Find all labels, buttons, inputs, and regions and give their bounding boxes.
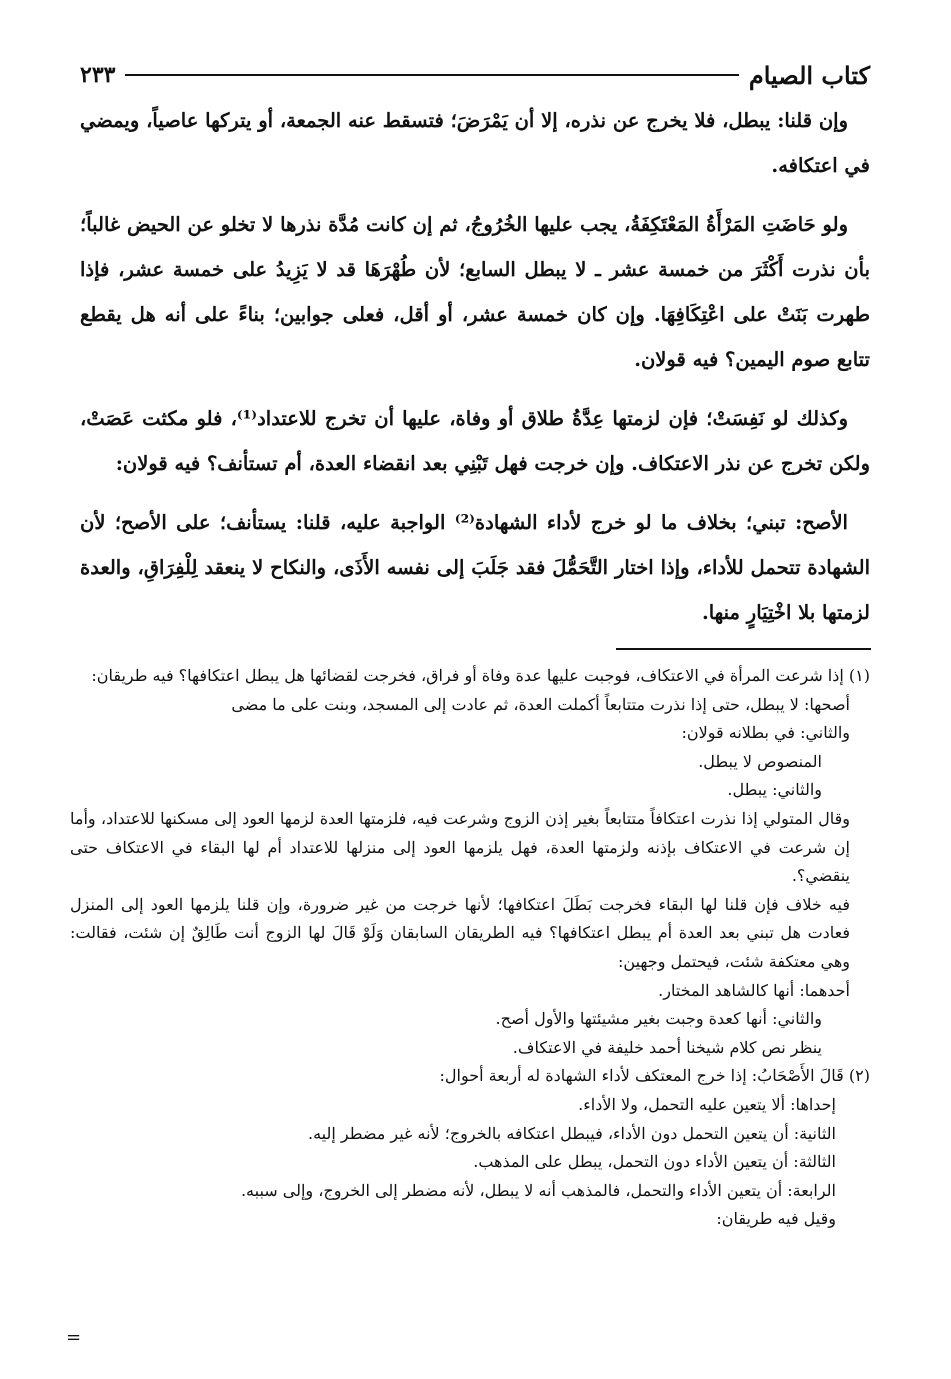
paragraph-2: ولو حَاضَتِ المَرْأَةُ المَعْتَكِفَةُ، يجب عليها الخُرُوجُ، ثم إن كانت مُدَّة نذرها لا تخلو عن الحيض غالباً؛ بأن نذرت أَكْثَرَ من خمسة عشر ـ لا يبطل السابع؛ لأن طُهْرَهَا قد لا يَزِيدُ على خمسة عشر، فإذا طهرت بَنَتْ على اعْتِكَافِهَا. وإن كان خمسة عشر، أو أقل، فعلى جوابين؛ بناءً على أنه هل يقطع تتابع صوم اليمين؟ فيه قولان.	[80, 213, 870, 371]
footnote-line: أصحها: لا يبطل، حتى إذا نذرت متتابعاً أكملت العدة، ثم عادت إلى المسجد، وبنت على ما مضى	[231, 694, 850, 714]
footnote-line: الثانية: أن يتعين التحمل دون الأداء، فيبطل اعتكافه بالخروج؛ لأنه غير مضطر إليه.	[308, 1123, 836, 1143]
footnote-line: الثالثة: أن يتعين الأداء دون التحمل، يبطل على المذهب.	[473, 1152, 836, 1172]
page-number: ٢٣٣	[80, 62, 116, 88]
paragraph-1: وإن قلنا: يبطل، فلا يخرج عن نذره، إلا أن يَمْرَضَ؛ فتسقط عنه الجمعة، أو يتركها عاصياً، ويمضي في اعتكافه.	[80, 109, 870, 177]
header-rule	[125, 74, 738, 76]
footnote-separator	[616, 648, 871, 650]
footnote-line: والثاني: يبطل.	[727, 780, 822, 800]
footnote-2: (٢) قَالَ الأَصْحَابُ: إذا خرج المعتكف لأداء الشهادة له أربعة أحوال:	[439, 1066, 870, 1086]
footnote-line: المنصوص لا يبطل.	[698, 751, 822, 771]
book-title: كتاب الصيام	[748, 60, 870, 90]
footnote-line: والثاني: أنها كعدة وجبت بغير مشيئتها والأول أصح.	[495, 1009, 822, 1029]
footnote-line: أحدهما: أنها كالشاهد المختار.	[658, 980, 850, 1000]
paragraph-4: الأصح: تبني؛ بخلاف ما لو خرج لأداء الشهادة⁽²⁾ الواجبة عليه، قلنا: يستأنف؛ على الأصح؛ لأن الشهادة تتحمل للأداء، وإذا اختار التَّحَمُّلَ فقد جَلَبَ إلى نفسه الأَذَى، والنكاح لا ينعقد لِلْفِرَاقِ، والعدة لزمتها بلا اخْتِيَارٍ منها.	[80, 511, 870, 624]
footnote-line: ينظر نص كلام شيخنا أحمد خليفة في الاعتكاف.	[512, 1037, 822, 1057]
footnote-line: الرابعة: أن يتعين الأداء والتحمل، فالمذهب أنه لا يبطل، لأنه مضطر إلى الخروج، وإلى سببه.	[240, 1180, 836, 1200]
footnote-line: والثاني: في بطلانه قولان:	[681, 723, 850, 743]
footnotes	[70, 662, 870, 1234]
margin-mark: =	[66, 1327, 82, 1348]
running-header	[80, 58, 870, 92]
footnote-line: وقيل فيه طريقان:	[716, 1209, 836, 1229]
footnote-line: إحداها: ألا يتعين عليه التحمل، ولا الأداء.	[578, 1094, 836, 1114]
footnote-1: (١) إذا شرعت المرأة في الاعتكاف، فوجبت عليها عدة وفاة أو فراق، فخرجت لقضائها هل يبطل اعتكافها؟ فيه طريقان:	[91, 666, 870, 685]
footnote-line: وقال المتولي إذا نذرت اعتكافاً متتابعاً بغير إذن الزوج وشرعت فيه، فلزمتها العدة لزمها العود إلى مسكنها للاعتداد، وأما إن شرعت في الاعتكاف بإذنه ولزمتها العدة، فهل يلزمها العود إلى منزلها للاعتداد أم لها البقاء في الاعتكاف حتى ينقضي؟.	[70, 808, 850, 886]
footnote-line: فيه خلاف فإن قلنا لها البقاء فخرجت بَطَلَ اعتكافها؛ لأنها خرجت من غير ضرورة، وإن قلنا يلزمها العود إلى المنزل فعادت هل تبني بعد العدة أم يبطل اعتكافها؟ فيه الطريقان السابقان وَلَوْ قَالَ لها الزوج أنت طَالِقٌ إن شئت، فقالت: وهي معتكفة شئت، فيحتمل وجهين:	[70, 894, 850, 971]
paragraph-3: وكذلك لو نَفِسَتْ؛ فإن لزمتها عِدَّةُ طلاق أو وفاة، عليها أن تخرج للاعتداد⁽¹⁾، فلو مكثت عَصَتْ، ولكن تخرج عن نذر الاعتكاف. وإن خرجت فهل تَبْنِي بعد انقضاء العدة، أم تستأنف؟ فيه قولان:	[80, 407, 870, 475]
main-text	[80, 98, 870, 649]
